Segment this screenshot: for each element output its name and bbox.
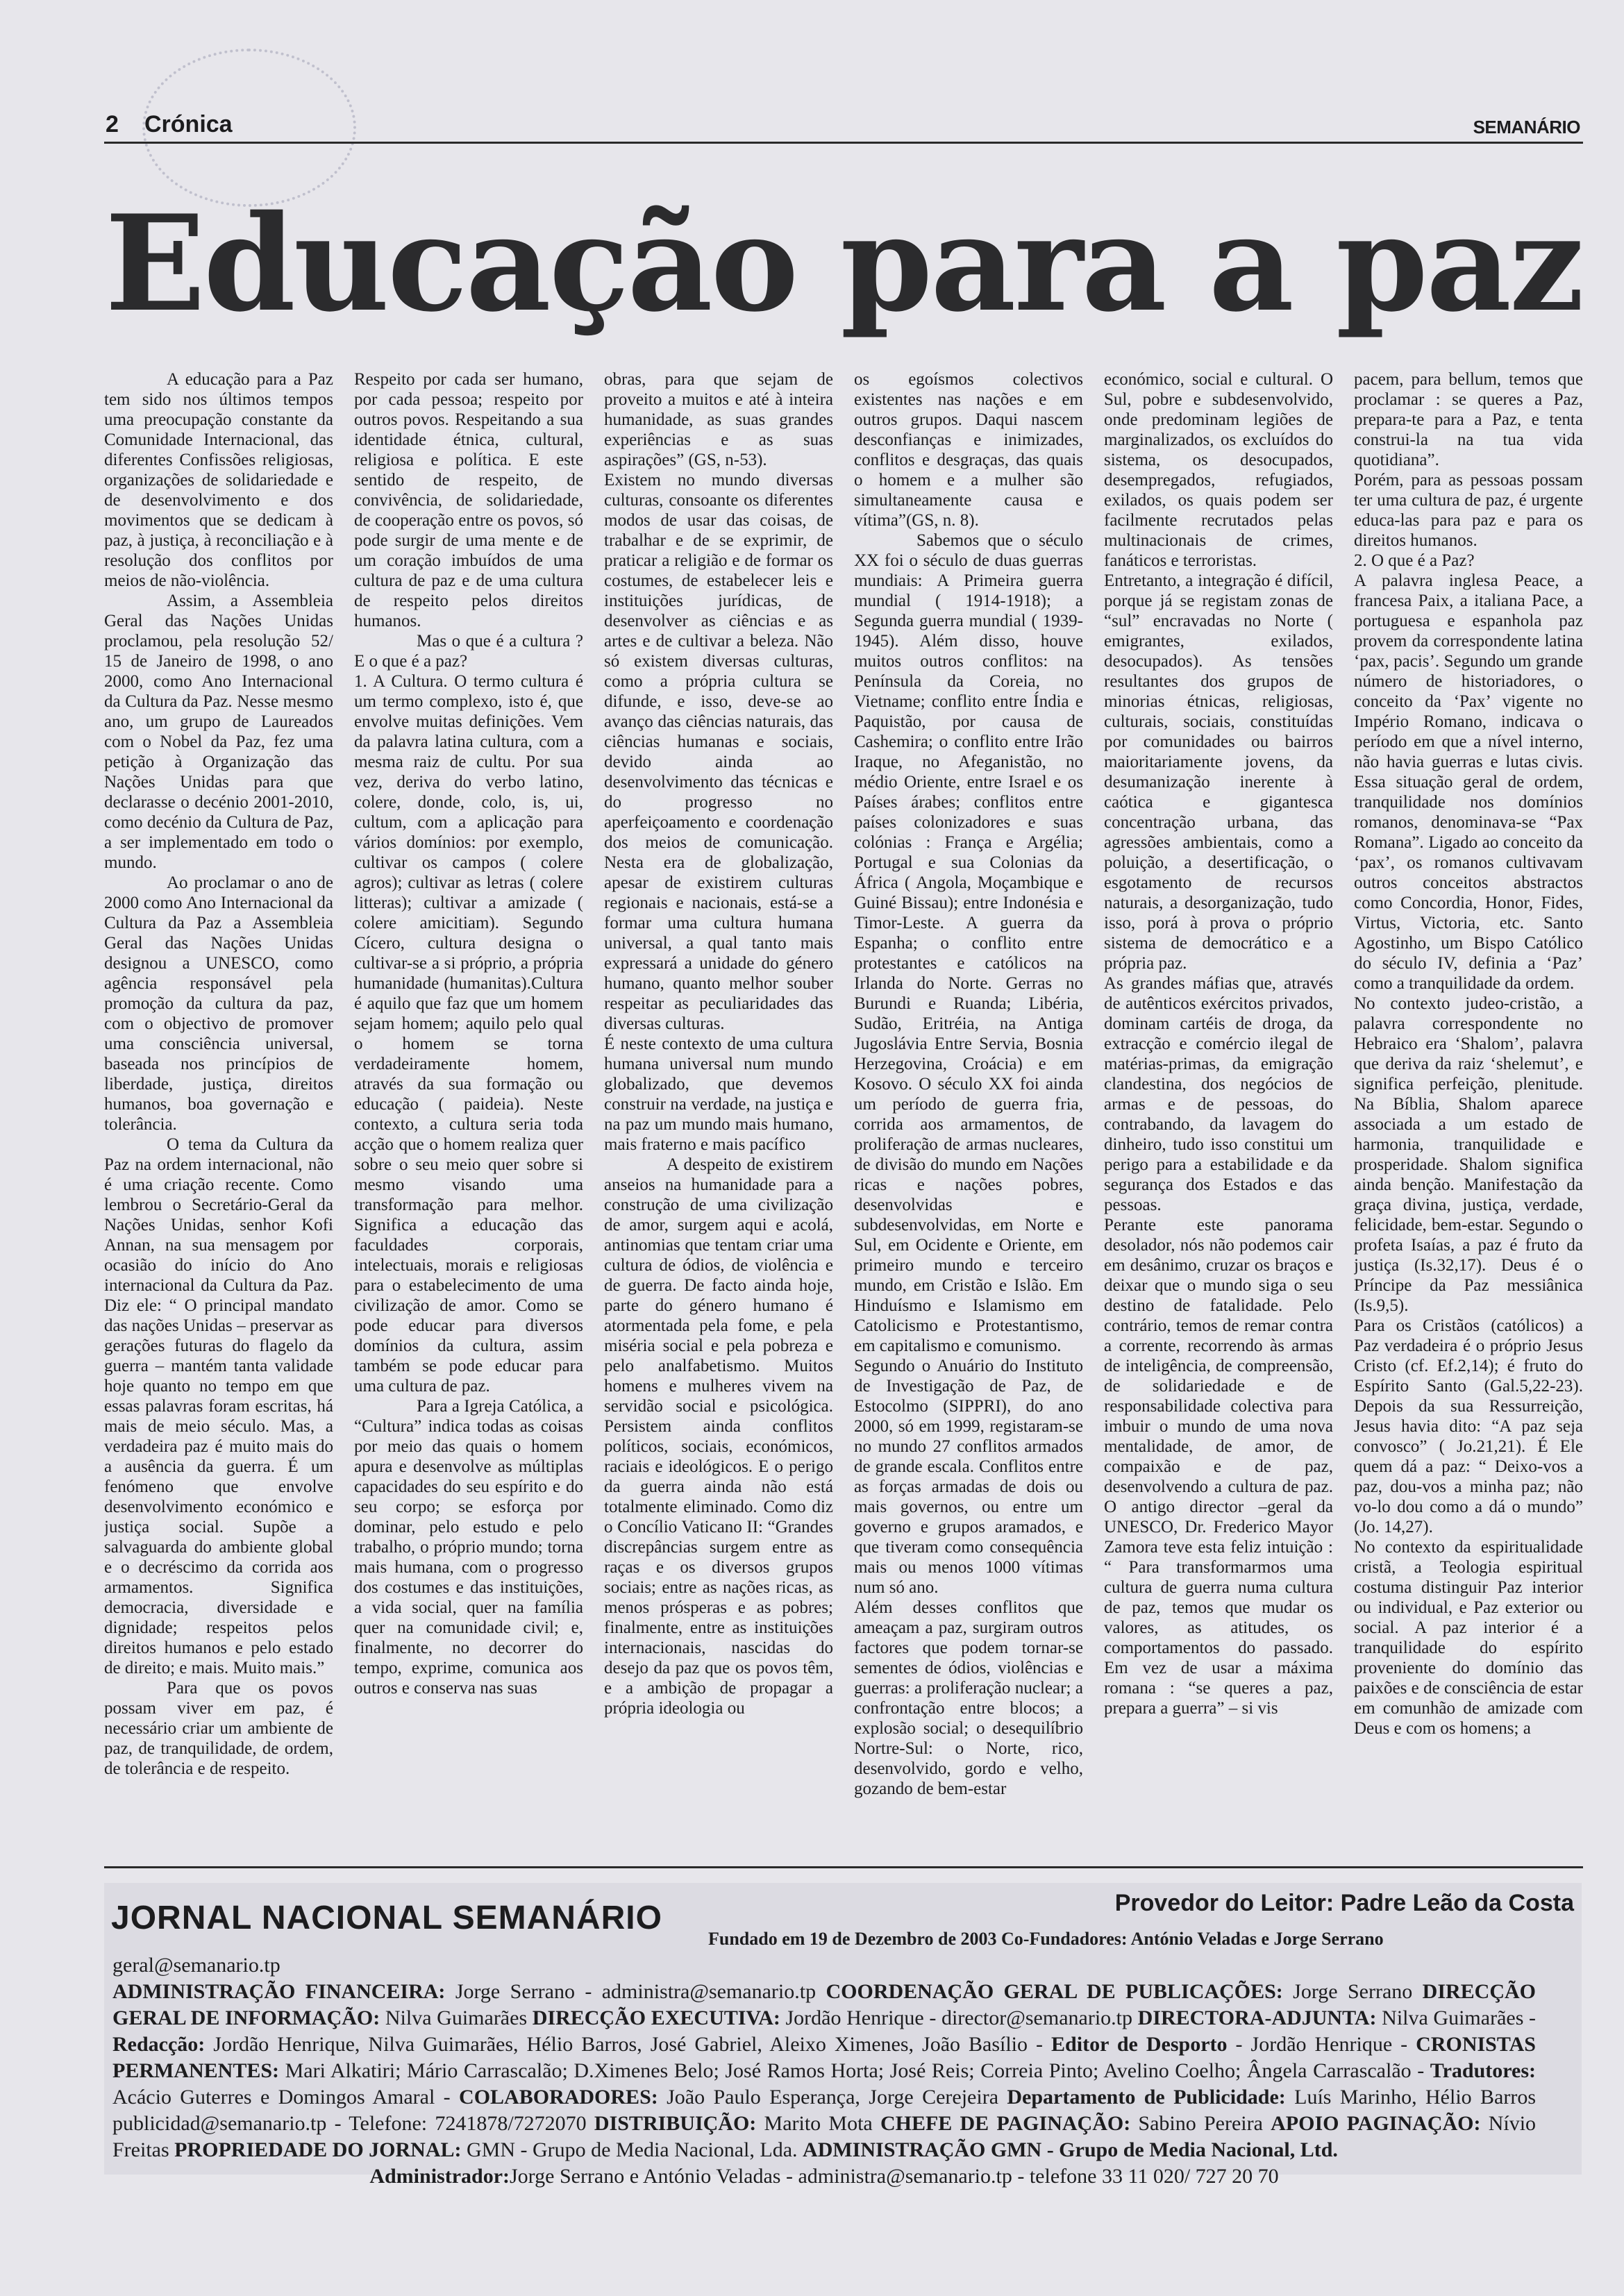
masthead-email: geral@semanario.tp xyxy=(112,1954,281,1977)
credit-text: Marito Mota xyxy=(756,2112,880,2135)
credit-label: DISTRIBUIÇÃO: xyxy=(594,2112,757,2135)
article-paragraph: Para os Cristãos (católicos) a Paz verdadeira é o próprio Jesus Cristo (cf. Ef.2,14); é fruto do Espírito Santo (Gal.5,22-23). Depois da sua Ressurreição, Jesus havia dito: “A paz seja convosco” ( Jo.21,21). É Ele quem dá a paz: “ Deixo-vos a paz, dou-vos a minha paz; não vo-lo dou como a dá o mundo” (Jo. 14,27). xyxy=(1354,1316,1583,1536)
credit-label: COLABORADORES: xyxy=(459,2086,658,2109)
article-paragraph: Mas o que é a cultura ? E o que é a paz? xyxy=(354,632,583,671)
article-column xyxy=(104,369,333,1862)
credit-label: CRONISTAS PERMANENTES: xyxy=(112,2033,1536,2082)
credit-text: Mari Alkatiri; Mário Carrascalão; D.Ximenes Belo; José Ramos Horta; José Reis; Correia Pinto; Avelino Coelho; Ângela Carrascalão - xyxy=(279,2059,1430,2082)
article-column xyxy=(854,369,1083,1862)
credit-text: Nilva Guimarães xyxy=(380,2006,533,2029)
credit-text: Luís Marinho, Hélio Barros publicidad@semanario.tp - Telefone: 7241878/7272070 xyxy=(112,2086,1537,2135)
article-paragraph: 1. A Cultura. O termo cultura é um termo complexo, isto é, que envolve muitas definições. Vem da palavra latina cultura, com a mesma raiz de cultu. Por sua vez, deriva do verbo latino, colere, donde, colo, is, ui, cultum, com a aplicação para vários domínios: por exemplo, cultivar os campos ( colere agros); cultivar as letras ( colere litteras); cultivar a amizade ( colere amicitiam). Segundo Cícero, cultura designa o cultivar-se a si próprio, a própria humanidade (humanitas).Cultura é aquilo que faz que um homem sejam homem; aquilo pelo qual o homem se torna verdadeiramente homem, através da sua formação ou educação ( paideia). Neste contexto, a cultura seria toda acção que o homem realiza quer sobre o seu meio quer sobre si mesmo visando uma transformação para melhor. Significa a educação das faculdades corporais, intelectuais, morais e religiosas para o estabelecimento de uma civilização de amor. Como se pode educar para diversos domínios da cultura, assim também se pode educar para uma cultura de paz. xyxy=(354,672,583,1396)
credit-text: Sabino Pereira xyxy=(1130,2112,1271,2135)
credit-label: COORDENAÇÃO GERAL DE PUBLICAÇÕES: xyxy=(826,1980,1283,2003)
page-header xyxy=(104,104,1583,144)
article-paragraph: Perante este panorama desolador, nós não podemos cair em desânimo, cruzar os braços e deixar que o mundo siga o seu destino de fatalidade. Pelo contrário, temos de remar contra a corrente, recorrendo às armas de inteligência, de compreensão, de solidariedade e de responsabilidade colectiva para imbuir o mundo de uma nova mentalidade, de amor, de compaixão e de paz, desenvolvendo a cultura de paz. O antigo director –geral da UNESCO, Dr. Frederico Mayor Zamora teve esta feliz intuição : “ Para transformarmos uma cultura de guerra numa cultura de paz, temos que mudar os valores, as atitudes, os comportamentos do passado. Em vez de usar a máxima romana : “se queres a paz, prepara a guerra” – si vis xyxy=(1104,1216,1333,1718)
article-paragraph: No contexto da espiritualidade cristã, a Teologia espiritual costuma distinguir Paz interior ou individual, e Paz exterior ou social. A paz interior é a tranquilidade do espírito proveniente do domínio das paixões e de consciência de estar em comunhão de amizade com Deus e com os homens; a xyxy=(1354,1538,1583,1738)
credit-label: CHEFE DE PAGINAÇÃO: xyxy=(880,2112,1131,2135)
credit-text: Jorge Serrano - administra@semanario.tp xyxy=(445,1980,826,2003)
credit-label: Editor de Desporto xyxy=(1051,2033,1228,2056)
credit-label: Departamento de Publicidade: xyxy=(1007,2086,1286,2109)
article-paragraph: Para que os povos possam viver em paz, é necessário criar um ambiente de paz, de tranquilidade, de ordem, de tolerância e de respeito. xyxy=(104,1679,333,1778)
credit-text: Nilva Guimarães - xyxy=(1376,2006,1536,2029)
article-paragraph: Porém, para as pessoas possam ter uma cultura de paz, é urgente educa-las para paz e para os direitos humanos. xyxy=(1354,471,1583,550)
article-column xyxy=(1354,369,1583,1862)
masthead-credits xyxy=(112,1952,1536,2190)
article-paragraph: É neste contexto de uma cultura humana universal num mundo globalizado, que devemos construir na verdade, na justiça e na paz um mundo mais humano, mais fraterno e mais pacífico xyxy=(604,1034,833,1154)
credit-text: GMN - Grupo de Media Nacional, Lda. xyxy=(461,2138,803,2161)
credit-label: PROPRIEDADE DO JORNAL: xyxy=(174,2138,462,2161)
credit-label: DIRECTORA-ADJUNTA: xyxy=(1137,2006,1377,2029)
article-paragraph: Sabemos que o século XX foi o século de duas guerras mundiais: A Primeira guerra mundial ( 1914-1918); a Segunda guerra mundial ( 1939-1945). Além disso, houve muitos outros conflitos: na Península da Coreia, no Vietname; conflito entre Índia e Paquistão, por causa de Cashemira; o conflito entre Irão Iraque, no Afeganistão, no médio Oriente, entre Israel e os Países árabes; conflitos entre países colonizadores e suas colónias : França e Argélia; Portugal e sua Colonias da África ( Angola, Moçambique e Guiné Bissau); entre Indonésia e Timor-Leste. A guerra da Espanha; o conflito entre protestantes e católicos na Irlanda do Norte. Gerras no Burundi e Ruanda; Libéria, Sudão, Eritréia, na Antiga Jugoslávia Entre Servia, Bosnia Herzegovina, Croácia) e em Kosovo. O século XX foi ainda um período de guerra fria, corrida aos armamentos, de proliferação de armas nucleares, de divisão do mundo em Nações ricas e nações pobres, desenvolvidas e subdesenvolvidas, em Norte e Sul, em Ocidente e Oriente, em primeiro mundo e terceiro mundo, em Cristão e Islão. Em Hinduísmo e Islamismo em Catolicismo e Protestantismo, em capitalismo e comunismo. xyxy=(854,531,1083,1355)
article-paragraph: Entretanto, a integração é difícil, porque já se registam zonas de “sul” encravadas no Norte ( emigrantes, exilados, desocupados). As tensões resultantes dos grupos de minorias étnicas, religiosas, culturais, sociais, constituídas por comunidades ou bairros maioritariamente jovens, da desumanização inerente à caótica e gigantesca concentração urbana, das agressões ambientais, como a poluição, a desertificação, o esgotamento de recursos naturais, a desorganização, tudo isso, porá à prova o próprio sistema de democrático e a própria paz. xyxy=(1104,571,1333,973)
credit-label: ADMINISTRAÇÃO FINANCEIRA: xyxy=(112,1980,446,2003)
credit-label: Redacção: xyxy=(112,2033,206,2056)
article-paragraph: Existem no mundo diversas culturas, consoante os diferentes modos de usar das coisas, de trabalhar e de se exprimir, de praticar a religião e de formar os costumes, de estabelecer leis e instituições jurídicas, de desenvolver as ciências e as artes e de cultivar a beleza. Não só existem diversas culturas, como a própria cultura se difunde, e isso, deve-se ao avanço das ciências naturais, das ciências humanas e sociais, devido ainda ao desenvolvimento das técnicas e do progresso no aperfeiçoamento e coordenação dos meios de comunicação. Nesta era de globalização, apesar de existirem culturas regionais e nacionais, está-se a formar uma cultura humana universal, a qual tanto mais expressará a unidade do género humano, quanto melhor souber respeitar as peculiaridades das diversas culturas. xyxy=(604,471,833,1033)
article-paragraph: obras, para que sejam de proveito a muitos e até à inteira humanidade, as suas grandes experiências e as suas aspirações” (GS, n-53). xyxy=(604,370,833,469)
credit-text: Jordão Henrique - director@semanario.tp xyxy=(780,2006,1138,2029)
masthead-founded: Fundado em 19 de Dezembro de 2003 Co-Fundadores: António Veladas e Jorge Serrano xyxy=(708,1929,1384,1949)
article-paragraph: económico, social e cultural. O Sul, pobre e subdesenvolvido, onde predominam legiões de marginalizados, os excluídos do sistema, os desocupados, desempregados, refugiados, exilados, os quais podem ser facilmente recrutados pelas multinacionais de crimes, fanáticos e terroristas. xyxy=(1104,370,1333,570)
credit-text: Jordão Henrique, Nilva Guimarães, Hélio Barros, José Gabriel, Aleixo Ximenes, João Basílio - xyxy=(205,2033,1052,2056)
masthead-provedor: Provedor do Leitor: Padre Leão da Costa xyxy=(1114,1890,1574,1916)
credit-text: - Jordão Henrique - xyxy=(1227,2033,1416,2056)
article-paragraph: 2. O que é a Paz? xyxy=(1354,551,1475,570)
article-paragraph: Assim, a Assembleia Geral das Nações Unidas proclamou, pela resolução 52/ 15 de Janeiro de 1998, o ano 2000, como Ano Internacional da Cultura da Paz. Nesse mesmo ano, um grupo de Laureados com o Nobel da Paz, fez uma petição à Organização das Nações Unidas para que declarasse o decénio 2001-2010, como decénio da Cultura de Paz, a ser implementado em todo o mundo. xyxy=(104,592,333,872)
article-paragraph: os egoísmos colectivos existentes nas nações e em outros grupos. Daqui nascem desconfianças e inimizades, conflitos e desgraças, das quais o homem e a mulher são simultaneamente causa e vítima”(GS, n. 8). xyxy=(854,370,1083,530)
page-number: 2 xyxy=(106,111,119,137)
article-paragraph: A palavra inglesa Peace, a francesa Paix, a italiana Pace, a portuguesa e espanhola paz provem da correspondente latina ‘pax, pacis’. Segundo um grande número de historiadores, o conceito da ‘Pax’ vigente no Império Romano, indicava o período em que a nível interno, não havia guerras e lutas civis. Essa situação geral de ordem, tranquilidade nos domínios romanos, denominava-se “Pax Romana”. Ligado ao conceito da ‘pax’, os romanos cultivavam outros conceitos abstractos como Concordia, Honor, Fides, Virtus, Victoria, etc. Santo Agostinho, um Bispo Católico do século IV, definia a ‘Paz’ como a tranquilidade da ordem. xyxy=(1354,571,1583,993)
credit-label: Tradutores: xyxy=(1430,2059,1536,2082)
credit-label: DIRECÇÃO EXECUTIVA: xyxy=(532,2006,780,2029)
article-paragraph: Respeito por cada ser humano, por cada pessoa; respeito por outros povos. Respeitando a sua identidade étnica, cultural, religiosa e política. E este sentido de respeito, de convivência, de solidariedade, de cooperação entre os povos, só pode surgir de uma mente e de um coração imbuídos de uma cultura de paz e de uma cultura de respeito pelos direitos humanos. xyxy=(354,370,583,630)
article-paragraph: Além desses conflitos que ameaçam a paz, surgiram outros factores que podem tornar-se sementes de ódios, violências e guerras: a proliferação nuclear; a confrontação entre blocos; a explosão social; o desequilíbrio Nortre-Sul: o Norte, rico, desenvolvido, gordo e velho, gozando de bem-estar xyxy=(854,1598,1083,1798)
article-paragraph: O tema da Cultura da Paz na ordem internacional, não é uma criação recente. Como lembrou o Secretário-Geral da Nações Unidas, senhor Kofi Annan, na sua mensagem por ocasião do início do Ano internacional da Cultura da Paz. Diz ele: “ O principal mandato das nações Unidas – preservar as gerações futuras do flagelo da guerra – mantém tanta validade hoje quanto no tempo em que essas palavras foram escritas, há mais de meio século. Mas, a verdadeira paz é muito mais do a ausência da guerra. É um fenómeno que envolve desenvolvimento económico e justiça social. Supõe a salvaguarda do ambiente global e o decréscimo da corrida aos armamentos. Significa democracia, diversidade e dignidade; respeitos pelos direitos humanos e pelo estado de direito; e mais. Muito mais.” xyxy=(104,1135,333,1677)
credit-text: João Paulo Esperança, Jorge Cerejeira xyxy=(658,2086,1007,2109)
credit-label: ADMINISTRAÇÃO GMN - Grupo de Media Nacional, Ltd. xyxy=(803,2138,1338,2161)
article-paragraph: pacem, para bellum, temos que proclamar : se queres a Paz, prepara-te para a Paz, e tenta construi-la na tua vida quotidiana”. xyxy=(1354,370,1583,469)
credit-text: Jorge Serrano xyxy=(1282,1980,1423,2003)
article-column xyxy=(354,369,583,1862)
publication-name: SEMANÁRIO xyxy=(1473,117,1580,137)
article-paragraph: Segundo o Anuário do Instituto de Investigação de Paz, de Estocolmo (SIPPRI), do ano 2000, só em 1999, registaram-se no mundo 27 conflitos armados de grande escala. Conflitos entre as forças armadas de dois ou mais governos, ou entre um governo e grupos aramados, e que tiveram como consequência mais ou menos 1000 vítimas num só ano. xyxy=(854,1357,1083,1597)
article-body xyxy=(104,369,1583,1862)
article-paragraph: A despeito de existirem anseios na humanidade para a construção de uma civilização de amor, surgem aqui e acolá, antinomias que tentam criar uma cultura de ódios, de violência e de guerra. De facto ainda hoje, parte do género humano é atormentada pela fome, e pela miséria social e pela pobreza e pelo analfabetismo. Muitos homens e mulheres vivem na servidão social e psicológica. Persistem ainda conflitos políticos, sociais, económicos, raciais e ideológicos. E o perigo da guerra ainda não está totalmente eliminado. Como diz o Concílio Vaticano II: “Grandes discrepâncias surgem entre as raças e os diversos grupos sociais; entre as nações ricas, as menos prósperas e as pobres; finalmente, entre as instituições internacionais, nascidas do desejo da paz que os povos têm, e a ambição de propagar a própria ideologia ou xyxy=(604,1155,833,1718)
article-paragraph: Para a Igreja Católica, a “Cultura” indica todas as coisas por meio das quais o homem apura e desenvolve as múltiplas capacidades do seu espírito e do seu corpo; se esforça por dominar, pelo estudo e pelo trabalho, o próprio mundo; torna mais humana, com o progresso dos costumes e das instituições, a vida social, quer na família quer na comunidade civil; e, finalmente, no decorrer do tempo, exprime, comunica aos outros e conserva nas suas xyxy=(354,1397,583,1698)
article-paragraph: Ao proclamar o ano de 2000 como Ano Internacional da Cultura da Paz a Assembleia Geral das Nações Unidas designou a UNESCO, como agência responsável pela promoção da cultura da paz, com o objectivo de promover uma consciência universal, baseada nos princípios de liberdade, justiça, direitos humanos, boa governação e tolerância. xyxy=(104,873,333,1134)
credit-label: APOIO PAGINAÇÃO: xyxy=(1271,2112,1481,2135)
section-name: Crónica xyxy=(144,111,233,137)
credit-label: DIRECÇÃO GERAL DE INFORMAÇÃO: xyxy=(112,1980,1537,2029)
credit-text: Acácio Guterres e Domingos Amaral - xyxy=(112,2086,460,2109)
article-paragraph: No contexto judeo-cristão, a palavra correspondente no Hebraico era ‘Shalom’, palavra que deriva da raiz ‘shelemut’, e significa perfeição, plenitude. Na Bíblia, Shalom aparece associada a um estado de harmonia, tranquilidade e prosperidade. Shalom significa ainda benção. Manifestação da graça divina, justiça, verdade, felicidade, bem-estar. Segundo o profeta Isaías, a paz é fruto da justiça (Is.32,17). Deus é o Príncipe da Paz messiânica (Is.9,5). xyxy=(1354,994,1583,1315)
article-headline: Educação para a paz xyxy=(105,186,1582,341)
article-column xyxy=(1104,369,1333,1862)
credit-text: Nívio Freitas xyxy=(112,2112,1537,2161)
article-paragraph: As grandes máfias que, através de autênticos exércitos privados, dominam cartéis de droga, da extracção e comércio ilegal de matérias-primas, da emigração clandestina, dos negócios de armas e de pessoas, do contrabando, da lavagem do dinheiro, tudo isso constitui um perigo para a estabilidade e da segurança dos Estados e das pessoas. xyxy=(1104,974,1333,1214)
article-paragraph: A educação para a Paz tem sido nos últimos tempos uma preocupação constante da Comunidade Internacional, das diferentes Confissões religiosas, organizações de solidariedade e de desenvolvimento e dos movimentos que se dedicam à paz, à justiça, à reconciliação e à resolução dos conflitos por meios de não-violência. xyxy=(104,370,333,590)
masthead-administrator: Administrador:Jorge Serrano e António Veladas - administra@semanario.tp - telefone 33 11 020/ 727 20 70 xyxy=(369,2165,1279,2188)
divider xyxy=(104,1866,1583,1868)
masthead-title: JORNAL NACIONAL SEMANÁRIO xyxy=(111,1900,662,1936)
article-column xyxy=(604,369,833,1862)
